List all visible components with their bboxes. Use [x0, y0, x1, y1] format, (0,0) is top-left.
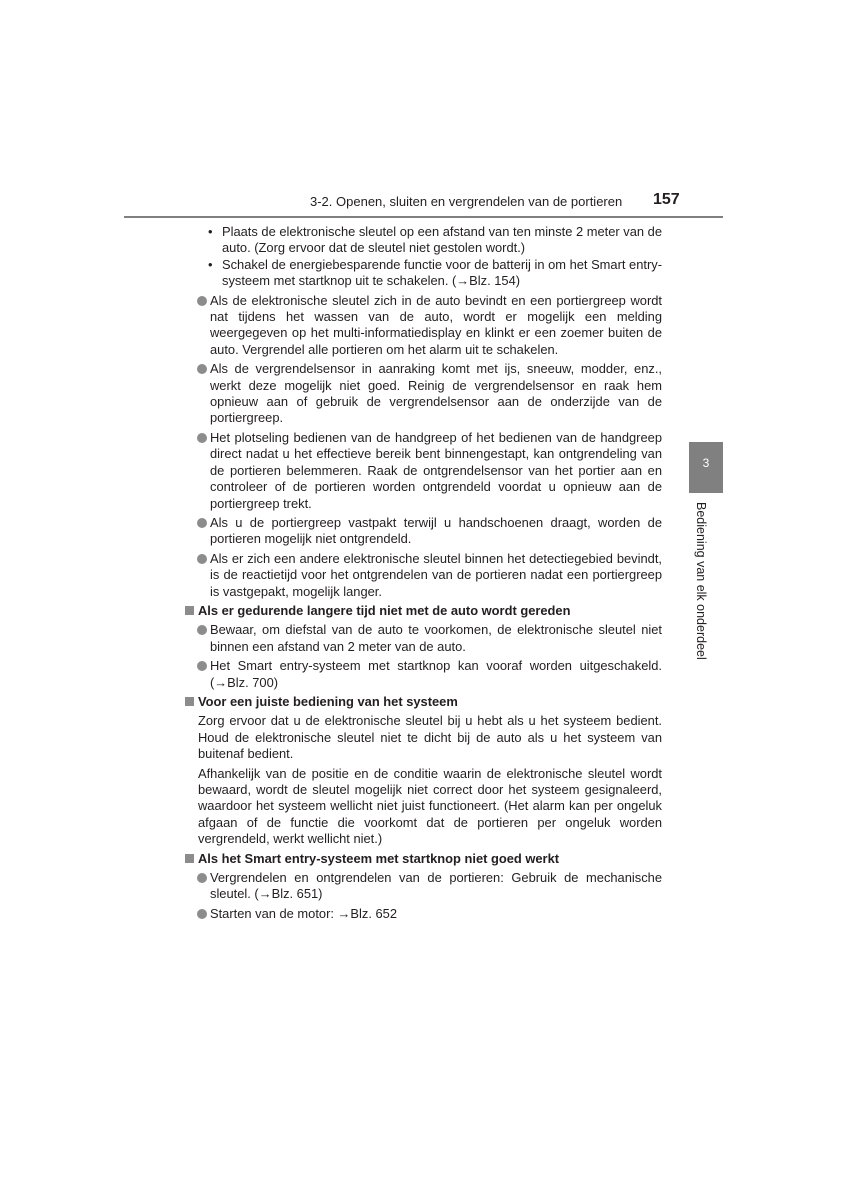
bullet-circle-icon — [197, 554, 207, 564]
bullet-item — [180, 551, 662, 600]
bullet-circle-icon — [197, 433, 207, 443]
chapter-tab — [689, 442, 723, 493]
bullet-circle-icon — [197, 625, 207, 635]
square-marker-icon — [185, 854, 194, 863]
bullet-circle-icon — [197, 296, 207, 306]
bullet-item — [180, 658, 662, 691]
square-marker-icon — [185, 697, 194, 706]
section-heading — [180, 694, 662, 710]
bullet-item — [180, 430, 662, 512]
square-marker-icon — [185, 606, 194, 615]
chapter-number: 3 — [702, 456, 710, 470]
section-heading-text: Als het Smart entry-systeem met startknop niet goed werkt — [198, 850, 560, 866]
bullet-text: Het Smart entry-systeem met startknop kan vooraf worden uitgeschakeld. (→Blz. 700) — [210, 658, 662, 690]
bullet-text: Als er zich een andere elektronische sleutel binnen het detectiegebied bevindt, is de reactietijd voor het ontgrendelen van de portieren nadat een portiergreep is vastgepakt, mogelijk langer. — [210, 550, 662, 599]
bullet-text: Het plotseling bedienen van de handgreep of het bedienen van de handgreep direct nadat u het effectieve bereik bent binnengestapt, kan ontgrendeling van de portieren belemmeren. Raak de ontgrendelsensor van het portier aan en controleer of de portieren worden ontgrendeld voordat u opnieuw aan de portiergreep trekt. — [210, 429, 662, 511]
bullet-text: Starten van de motor: →Blz. 652 — [210, 905, 398, 921]
sub-bullet-marker-icon: • — [208, 224, 213, 239]
bullet-item — [180, 906, 662, 922]
header-divider — [124, 216, 723, 218]
section-heading — [180, 603, 662, 619]
sub-bullet-item — [180, 224, 662, 257]
bullet-circle-icon — [197, 364, 207, 374]
sub-bullet-text: Plaats de elektronische sleutel op een afstand van ten minste 2 meter van de auto. (Zorg ervoor dat de sleutel niet gestolen wordt.) — [222, 224, 662, 256]
bullet-item — [180, 870, 662, 903]
bullet-circle-icon — [197, 909, 207, 919]
sub-bullet-text: Schakel de energiebesparende functie voor de batterij in om het Smart entry-systeem met startknop uit te schakelen. (→Blz. 154) — [222, 256, 662, 289]
bullet-circle-icon — [197, 873, 207, 883]
section-heading-text: Voor een juiste bediening van het systeem — [198, 693, 458, 709]
bullet-text: Als u de portiergreep vastpakt terwijl u handschoenen draagt, worden de portieren mogelijk niet ontgrendeld. — [210, 514, 662, 547]
section-title: 3-2. Openen, sluiten en vergrendelen van de portieren — [310, 194, 623, 209]
bullet-item — [180, 515, 662, 548]
bullet-item — [180, 622, 662, 655]
bullet-text: Als de elektronische sleutel zich in de auto bevindt en een portiergreep wordt nat tijdens het wassen van de auto, wordt er mogelijk een melding weergegeven op het multi-informatiedisplay en klinkt er een zoemer buiten de auto. Vergrendel alle portieren om het alarm uit te schakelen. — [210, 292, 662, 357]
chapter-title-vertical: Bediening van elk onderdeel — [694, 502, 708, 660]
sub-bullet-marker-icon: • — [208, 256, 213, 272]
section-heading — [180, 851, 662, 867]
bullet-item — [180, 361, 662, 427]
section-heading-text: Als er gedurende langere tijd niet met de auto wordt gereden — [198, 602, 571, 618]
bullet-circle-icon — [197, 661, 207, 671]
sub-bullet-item — [180, 257, 662, 290]
bullet-text: Als de vergrendelsensor in aanraking komt met ijs, sneeuw, modder, enz., werkt deze mogelijk niet goed. Reinig de vergrendelsensor en raak hem opnieuw aan of gebruik de vergrendelsensor aan de onderzijde van de portiergreep. — [210, 361, 662, 426]
paragraph: Afhankelijk van de positie en de conditie waarin de elektronische sleutel wordt bewaard, wordt de sleutel mogelijk niet correct door het systeem gesignaleerd, waardoor het systeem wellicht niet juist functioneert. (Het alarm kan per ongeluk afgaan of de functie die voorkomt dat de portieren per ongeluk worden vergrendeld, werkt wellicht niet.) — [198, 765, 662, 847]
page-content — [180, 224, 662, 922]
page-number: 157 — [653, 191, 680, 208]
paragraph: Zorg ervoor dat u de elektronische sleutel bij u hebt als u het systeem bedient. Houd de elektronische sleutel niet te dicht bij de auto als u het systeem van buitenaf bedient. — [198, 713, 662, 762]
bullet-text: Vergrendelen en ontgrendelen van de portieren: Gebruik de mechanische sleutel. (→Blz. 651) — [210, 870, 662, 902]
bullet-text: Bewaar, om diefstal van de auto te voorkomen, de elektronische sleutel niet binnen een afstand van 2 meter van de auto. — [210, 622, 662, 654]
bullet-circle-icon — [197, 518, 207, 528]
bullet-item — [180, 293, 662, 359]
